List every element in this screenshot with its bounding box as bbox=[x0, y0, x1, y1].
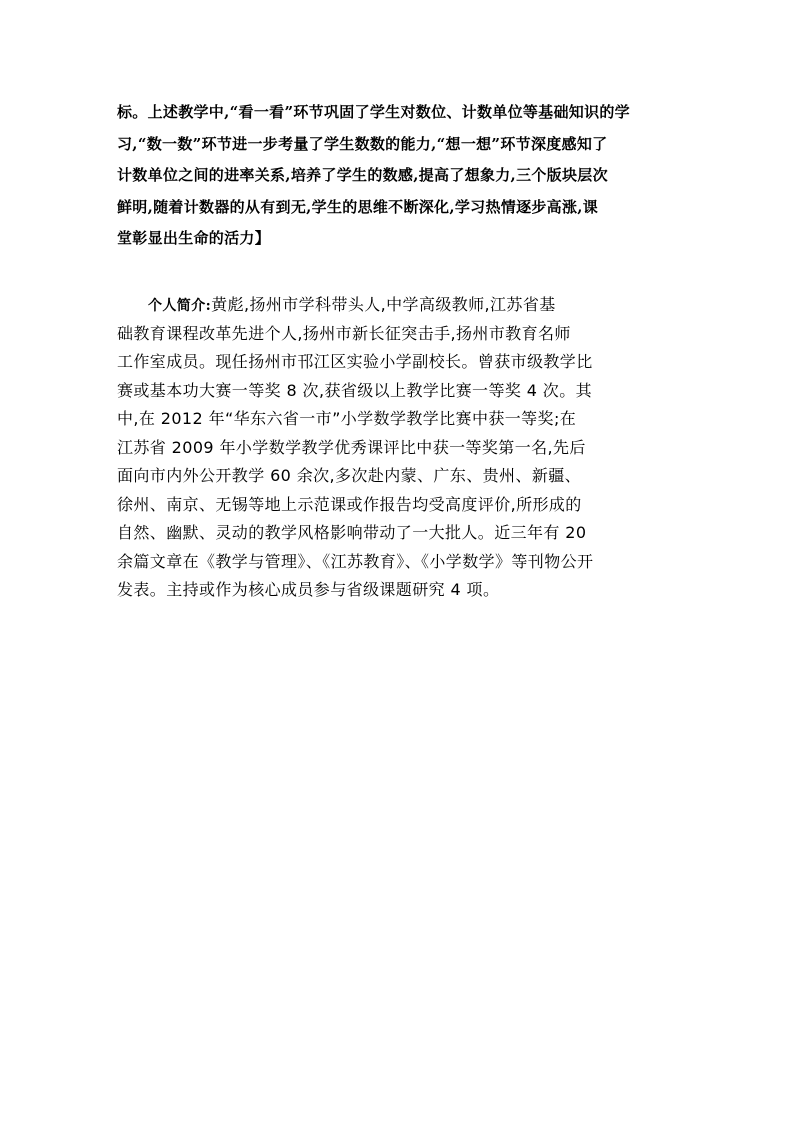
bio-line: 中,在 2012 年“华东六省一市”小学数学教学比赛中获一等奖;在 bbox=[117, 409, 577, 428]
bio-first-line bbox=[117, 291, 683, 320]
commentary-line: 鲜明,随着计数器的从有到无,学生的思维不断深化,学习热情逐步高涨,课 bbox=[117, 197, 599, 216]
bio-label: 个人简介: bbox=[148, 298, 212, 314]
bio-line: 徐州、南京、无锡等地上示范课或作报告均受高度评价,所形成的 bbox=[117, 494, 582, 514]
bio-line: 础教育课程改革先进个人,扬州市新长征突击手,扬州市教育名师 bbox=[117, 323, 571, 343]
bio-first-line-text: 黄彪,扬州市学科带头人,中学高级教师,江苏省基 bbox=[211, 295, 556, 314]
commentary-line: 习,“数一数”环节进一步考量了学生数数的能力,“想一想”环节深度感知了 bbox=[117, 134, 608, 153]
commentary-line: 计数单位之间的进率关系,培养了学生的数感,提高了想象力,三个版块层次 bbox=[117, 166, 608, 184]
bio-line: 面向市内外公开教学 60 余次,多次赴内蒙、广东、贵州、新疆、 bbox=[117, 466, 582, 485]
bio-line: 江苏省 2009 年小学数学教学优秀课评比中获一等奖第一名,先后 bbox=[117, 437, 586, 457]
bio-paragraph bbox=[117, 291, 683, 605]
bio-line: 自然、幽默、灵动的教学风格影响带动了一大批人。近三年有 20 bbox=[117, 523, 587, 542]
bio-line: 发表。主持或作为核心成员参与省级课题研究 4 项。 bbox=[117, 580, 500, 599]
commentary-line: 堂彰显出生命的活力】 bbox=[117, 229, 271, 247]
commentary-line: 标。上述教学中,“看一看”环节巩固了学生对数位、计数单位等基础知识的学 bbox=[117, 103, 630, 121]
bio-line: 赛或基本功大赛一等奖 8 次,获省级以上教学比赛一等奖 4 次。其 bbox=[117, 380, 592, 400]
commentary-paragraph bbox=[117, 97, 683, 255]
bio-line: 余篇文章在《教学与管理》、《江苏教育》、《小学数学》等刊物公开 bbox=[117, 551, 594, 571]
bio-line: 工作室成员。现任扬州市邗江区实验小学副校长。曾获市级教学比 bbox=[117, 352, 593, 371]
